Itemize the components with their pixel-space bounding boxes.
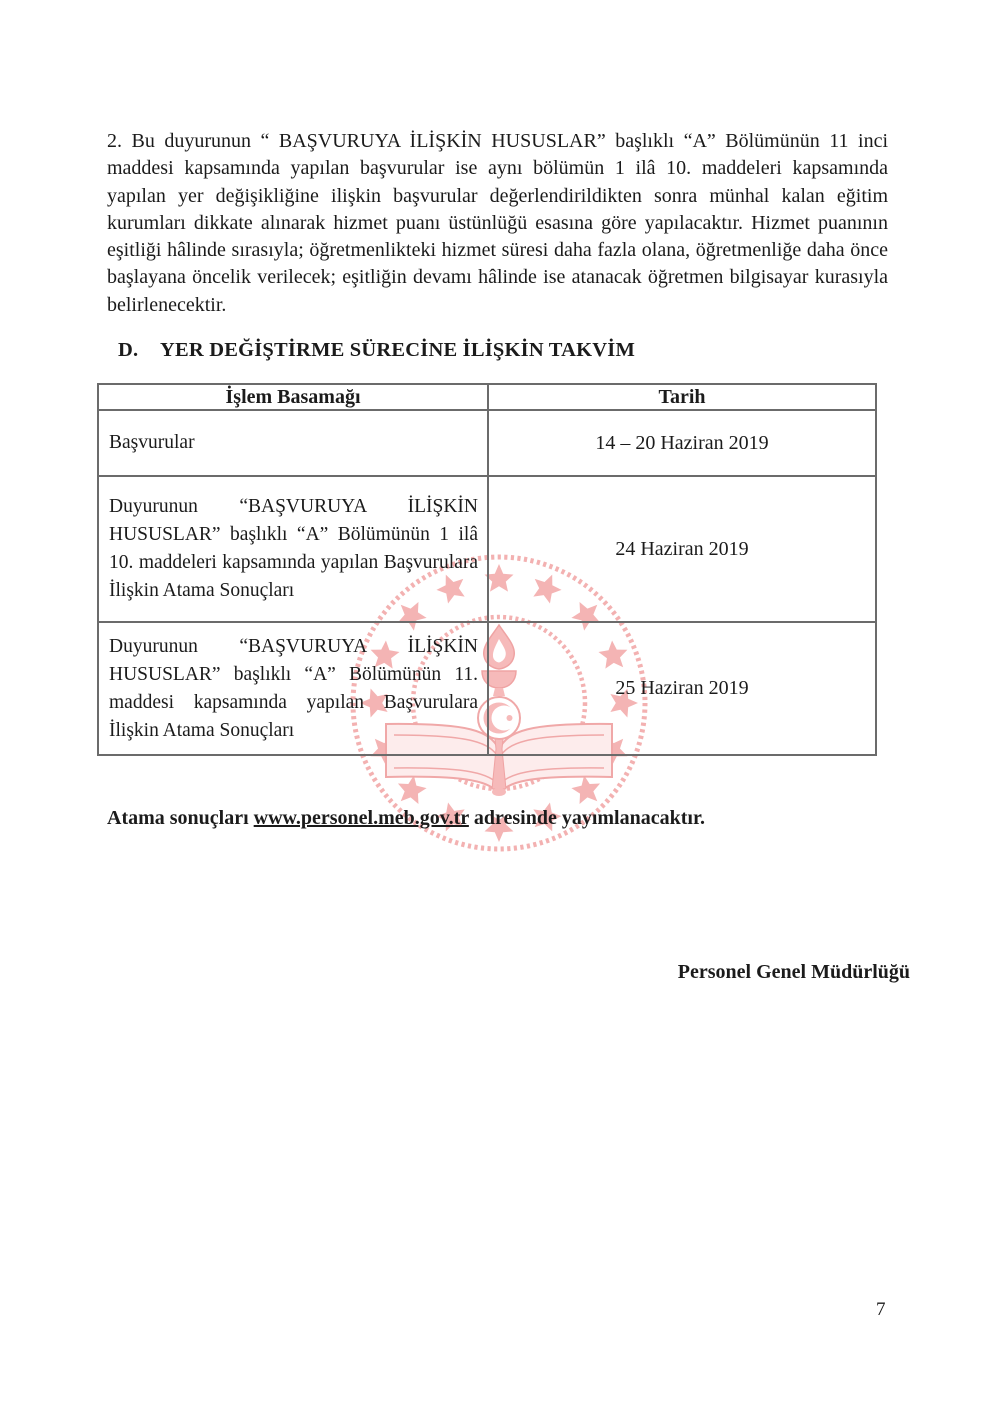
date-cell: 14 – 20 Haziran 2019: [488, 410, 876, 476]
column-header-date: Tarih: [488, 384, 876, 410]
table-row: [98, 622, 876, 755]
page-number: 7: [876, 1299, 886, 1320]
section-title: YER DEĞİŞTİRME SÜRECİNE İLİŞKİN TAKVİM: [160, 339, 636, 361]
results-note: [107, 807, 888, 830]
date-cell: 25 Haziran 2019: [488, 622, 876, 755]
note-prefix: Atama sonuçları: [107, 807, 254, 829]
body-paragraph: 2. Bu duyurunun “ BAŞVURUYA İLİŞKİN HUSUSLAR” başlıklı “A” Bölümünün 11 inci maddesi kapsamında yapılan başvurular ise aynı bölümün 1 ilâ 10. maddeleri kapsamında yapılan yer değişikliğine ilişkin başvurular değerlendirildikten sonra münhal kalan eğitim kurumları dikkate alınarak hizmet puanı üstünlüğü esasına göre yapılacaktır. Hizmet puanının eşitliği hâlinde sırasıyla; öğretmenlikteki hizmet süresi daha fazla olana, öğretmenliğe daha önce başlayana öncelik verilecek; eşitliğin devamı hâlinde ise atanacak öğretmen bilgisayar kurasıyla belirlenecektir.: [107, 130, 888, 316]
table-header-row: [98, 384, 876, 410]
step-cell: Başvurular: [98, 410, 488, 476]
personel-meb-link[interactable]: www.personel.meb.gov.tr: [253, 807, 469, 829]
step-cell: Duyurunun “BAŞVURUYA İLİŞKİN HUSUSLAR” başlıklı “A” Bölümünün 11. maddesi kapsamında yapılan Başvurulara İlişkin Atama Sonuçları: [98, 622, 488, 755]
signature-block: Personel Genel Müdürlüğü: [677, 961, 910, 983]
schedule-table: [97, 383, 877, 756]
table-row: [98, 476, 876, 622]
table-row: [98, 410, 876, 476]
date-cell: 24 Haziran 2019: [488, 476, 876, 622]
section-label: D.: [118, 339, 139, 361]
section-heading: [118, 339, 635, 362]
step-cell: Duyurunun “BAŞVURUYA İLİŞKİN HUSUSLAR” başlıklı “A” Bölümünün 1 ilâ 10. maddeleri kapsamında yapılan Başvurulara İlişkin Atama Sonuçları: [98, 476, 488, 622]
note-suffix: adresinde yayımlanacaktır.: [468, 807, 705, 829]
column-header-step: İşlem Basamağı: [98, 384, 488, 410]
